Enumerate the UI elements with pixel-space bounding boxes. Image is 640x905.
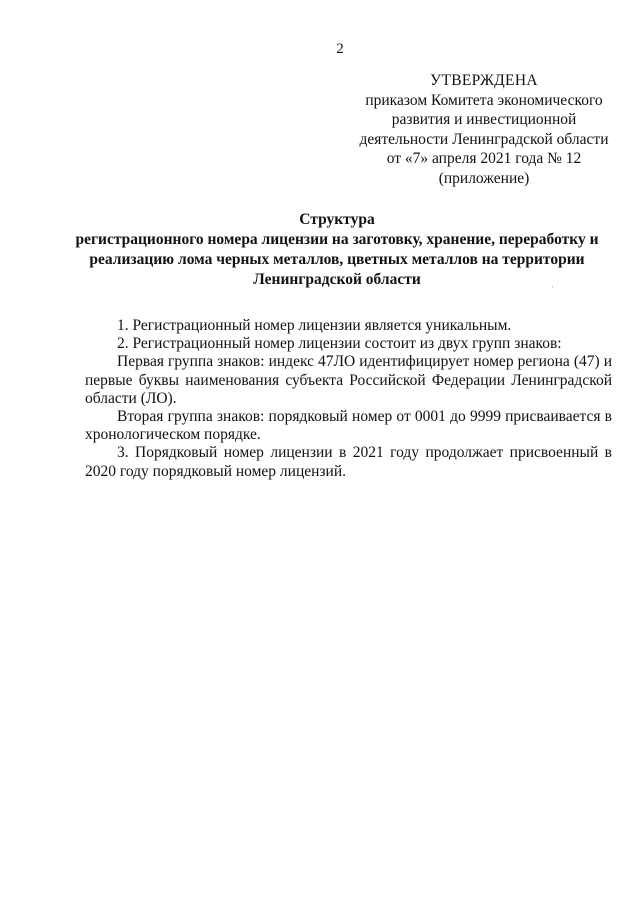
approval-line: развития и инвестиционной [391,111,577,129]
document-body [85,317,612,481]
title-line: Ленинградской области [253,271,421,288]
paragraph: 1. Регистрационный номер лицензии является уникальным. [117,317,512,334]
paragraph: Первая группа знаков: индекс 47ЛО идентифицирует номер региона (47) и первые буквы наименования субъекта Российской Федерации Ленинградской области (ЛО). [85,353,612,407]
title-line: регистрационного номера лицензии на заготовку, хранение, переработку и [75,231,599,248]
approval-title: УТВЕРЖДЕНА [430,72,538,89]
page-number: 2 [336,41,344,57]
scan-mark: ’ [551,285,554,293]
paragraph: Вторая группа знаков: порядковый номер от 0001 до 9999 присваивается в хронологическом порядке. [85,408,612,444]
document-title [72,210,602,290]
approval-line: от «7» апреля 2021 года № 12 [386,150,582,168]
approval-line: (приложение) [438,169,530,187]
title-line: реализацию лома черных металлов, цветных металлов на территории [89,251,585,268]
approval-line: деятельности Ленинградской области [359,130,609,148]
approval-line: приказом Комитета экономического [365,91,603,109]
paragraph: 2. Регистрационный номер лицензии состоит из двух групп знаков: [117,335,562,353]
approval-block [343,71,625,189]
paragraph: 3. Порядковый номер лицензии в 2021 году продолжает присвоенный в 2020 году порядковый номер лицензий. [85,444,612,480]
title-line: Структура [299,211,375,228]
